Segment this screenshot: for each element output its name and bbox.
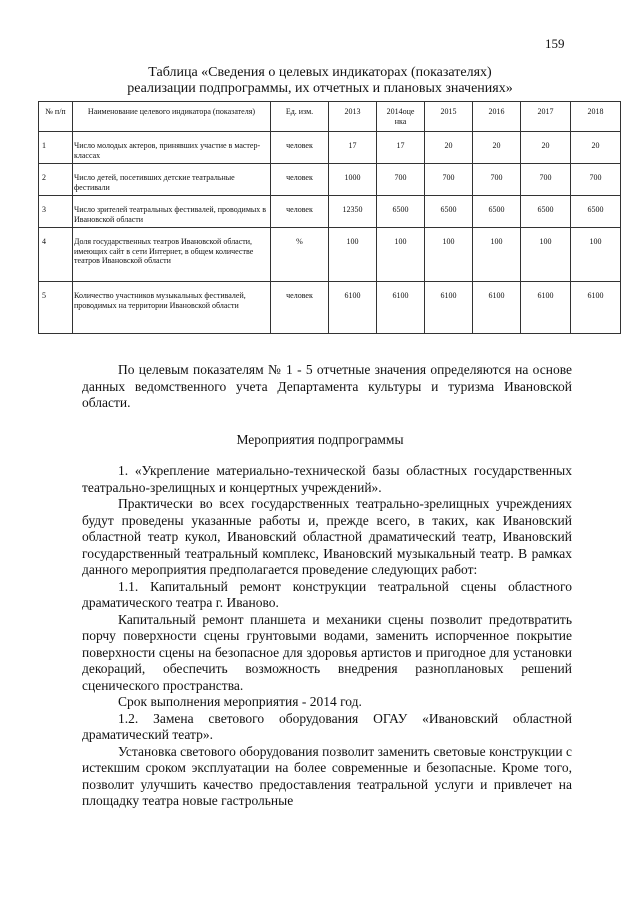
body-paragraph: 1. «Укрепление материально-технической базы областных государственных театрально-зрелищных и концертных учреждений». [82,463,572,495]
table-title-line-2: реализации подпрограммы, их отчетных и плановых значениях» [127,81,513,96]
row-value-2013: 100 [329,228,377,282]
body-paragraph: 1.1. Капитальный ремонт конструкции театральной сцены областного драматического театра г. Иваново. [82,578,572,610]
row-value-2017: 6100 [521,282,571,334]
header-year-2014-part1: 2014оце [386,107,415,116]
row-value-2015: 6500 [425,196,473,228]
row-index: 1 [39,132,73,164]
header-unit: Ед. изм. [271,102,329,132]
table-row [39,196,621,228]
header-year-2018: 2018 [571,102,621,132]
table-row [39,132,621,164]
row-value-2015: 6100 [425,282,473,334]
row-value-2017: 6500 [521,196,571,228]
row-index: 2 [39,164,73,196]
row-value-2014: 6100 [377,282,425,334]
row-index: 5 [39,282,73,334]
row-value-2018: 6500 [571,196,621,228]
row-value-2017: 700 [521,164,571,196]
row-value-2016: 700 [473,164,521,196]
row-indicator-name: Число зрителей театральных фестивалей, проводимых в Ивановской области [73,196,271,228]
table-title [0,65,640,97]
header-index: № п/п [39,102,73,132]
table-row [39,282,621,334]
row-indicator-name: Доля государственных театров Ивановской области, имеющих сайт в сети Интернет, в общем количестве театров Ивановской области [73,228,271,282]
row-value-2017: 100 [521,228,571,282]
row-value-2015: 100 [425,228,473,282]
row-value-2016: 100 [473,228,521,282]
body-paragraph: 1.2. Замена светового оборудования ОГАУ «Ивановский областной драматический театр». [82,710,572,742]
row-value-2014: 100 [377,228,425,282]
row-index: 3 [39,196,73,228]
row-value-2018: 20 [571,132,621,164]
row-indicator-name: Число детей, посетивших детские театральные фестивали [73,164,271,196]
page-number: 159 [545,36,565,51]
header-year-2015: 2015 [425,102,473,132]
table-header-row [39,102,621,132]
note-text: По целевым показателям № 1 - 5 отчетные значения определяются на основе данных ведомственного учета Департамента культуры и туризма Ивановской области. [82,362,572,410]
row-index: 4 [39,228,73,282]
note-paragraph [82,362,572,412]
table-row [39,228,621,282]
header-indicator-name: Наименование целевого индикатора (показателя) [73,102,271,132]
row-value-2015: 20 [425,132,473,164]
row-unit: % [271,228,329,282]
header-year-2014-part2: нка [394,116,407,126]
header-year-2017: 2017 [521,102,571,132]
row-value-2017: 20 [521,132,571,164]
row-unit: человек [271,282,329,334]
row-value-2018: 700 [571,164,621,196]
section-heading: Мероприятия подпрограммы [236,432,404,447]
row-value-2014: 6500 [377,196,425,228]
row-unit: человек [271,164,329,196]
row-value-2014: 700 [377,164,425,196]
row-value-2016: 20 [473,132,521,164]
row-unit: человек [271,132,329,164]
row-indicator-name: Количество участников музыкальных фестивалей, проводимых на территории Ивановской области [73,282,271,334]
indicators-table [38,101,621,334]
row-value-2015: 700 [425,164,473,196]
row-value-2014: 17 [377,132,425,164]
row-value-2013: 12350 [329,196,377,228]
row-value-2016: 6100 [473,282,521,334]
row-value-2018: 100 [571,228,621,282]
row-value-2013: 17 [329,132,377,164]
table-row [39,164,621,196]
header-year-2013: 2013 [329,102,377,132]
row-value-2013: 1000 [329,164,377,196]
body-paragraph: Капитальный ремонт планшета и механики сцены позволит предотвратить порчу поверхности сцены грунтовыми водами, заменить испорченное покрытие поверхности сцены на безопасное для здоровья артистов и пригодное для установки декораций, обеспечить возможность внедрения разноплановых решений сценического пространства. [82,611,572,693]
header-year-2016: 2016 [473,102,521,132]
row-value-2013: 6100 [329,282,377,334]
body-paragraph: Срок выполнения мероприятия - 2014 год. [118,694,362,709]
row-value-2018: 6100 [571,282,621,334]
row-unit: человек [271,196,329,228]
row-value-2016: 6500 [473,196,521,228]
section-body [82,463,572,810]
header-year-2014 [377,102,425,132]
table-title-line-1: Таблица «Сведения о целевых индикаторах (показателях) [148,65,492,80]
body-paragraph: Практически во всех государственных театрально-зрелищных учреждениях будут проведены указанные работы и, прежде всего, в таких, как Ивановский областной театр кукол, Ивановский областной драматический театр, Ивановский государственный театральный комплекс, Ивановский музыкальный театр. В рамках данного мероприятия предполагается проведение следующих работ: [82,496,572,577]
row-indicator-name: Число молодых актеров, принявших участие в мастер-классах [73,132,271,164]
body-paragraph: Установка светового оборудования позволит заменить световые конструкции с истекшим сроком эксплуатации на более современные и безопасные. Кроме того, позволит улучшить качество предоставления театральной услуги и привлечет на площадку театра новые гастрольные [82,743,572,808]
